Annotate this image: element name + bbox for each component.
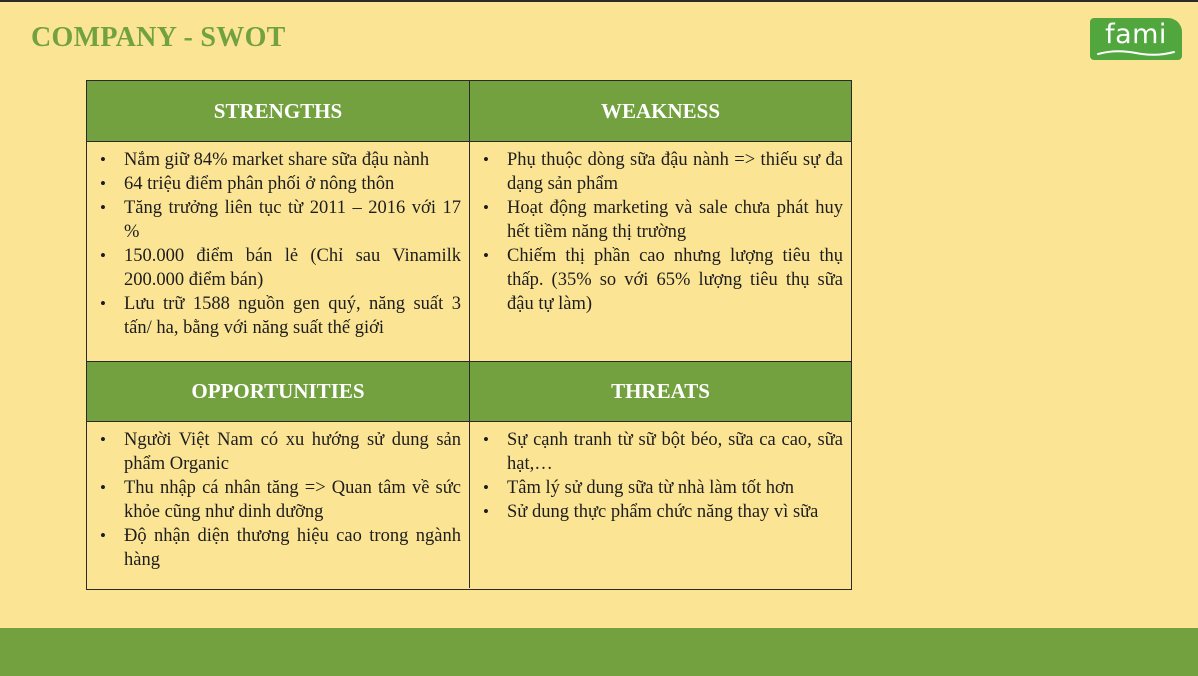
slide-title: COMPANY - SWOT bbox=[31, 22, 286, 53]
top-border-line bbox=[0, 0, 1198, 2]
list-item: • Tâm lý sử dung sữa từ nhà làm tốt hơn bbox=[478, 476, 843, 500]
threats-cell bbox=[470, 422, 851, 588]
list-item: • Sự cạnh tranh từ sữ bột béo, sữa ca cao, sữa hạt,… bbox=[478, 428, 843, 476]
logo-wave-icon bbox=[1096, 48, 1176, 58]
list-item: • Lưu trữ 1588 nguồn gen quý, năng suất 3 tấn/ ha, bằng với năng suất thế giới bbox=[95, 292, 461, 340]
weakness-cell bbox=[470, 142, 851, 362]
list-item: • Tăng trưởng liên tục từ 2011 – 2016 với 17 % bbox=[95, 196, 461, 244]
list-item: • Độ nhận diện thương hiệu cao trong ngành hàng bbox=[95, 524, 461, 572]
strengths-cell bbox=[87, 142, 470, 362]
list-item: • Người Việt Nam có xu hướng sử dung sản phẩm Organic bbox=[95, 428, 461, 476]
list-item: • 64 triệu điểm phân phối ở nông thôn bbox=[95, 172, 461, 196]
strengths-list bbox=[95, 148, 461, 340]
weakness-list bbox=[478, 148, 843, 316]
strengths-header: STRENGTHS bbox=[87, 81, 470, 142]
list-item: • Thu nhập cá nhân tăng => Quan tâm về sức khỏe cũng như dinh dưỡng bbox=[95, 476, 461, 524]
threats-header: THREATS bbox=[470, 362, 851, 422]
list-item: • Hoạt động marketing và sale chưa phát huy hết tiềm năng thị trường bbox=[478, 196, 843, 244]
threats-list bbox=[478, 428, 843, 524]
logo-text: fami bbox=[1105, 19, 1167, 50]
opportunities-cell bbox=[87, 422, 470, 588]
weakness-header: WEAKNESS bbox=[470, 81, 851, 142]
list-item: • Phụ thuộc dòng sữa đậu nành => thiếu sự đa dạng sản phẩm bbox=[478, 148, 843, 196]
fami-logo bbox=[1090, 18, 1182, 60]
list-item: • 150.000 điểm bán lẻ (Chỉ sau Vinamilk 200.000 điểm bán) bbox=[95, 244, 461, 292]
opportunities-list bbox=[95, 428, 461, 572]
list-item: • Chiếm thị phần cao nhưng lượng tiêu thụ thấp. (35% so với 65% lượng tiêu thụ sữa đậu tự làm) bbox=[478, 244, 843, 316]
opportunities-header: OPPORTUNITIES bbox=[87, 362, 470, 422]
list-item: • Nắm giữ 84% market share sữa đậu nành bbox=[95, 148, 461, 172]
list-item: • Sử dung thực phẩm chức năng thay vì sữa bbox=[478, 500, 843, 524]
footer-bar bbox=[0, 628, 1198, 676]
swot-table bbox=[86, 80, 852, 590]
